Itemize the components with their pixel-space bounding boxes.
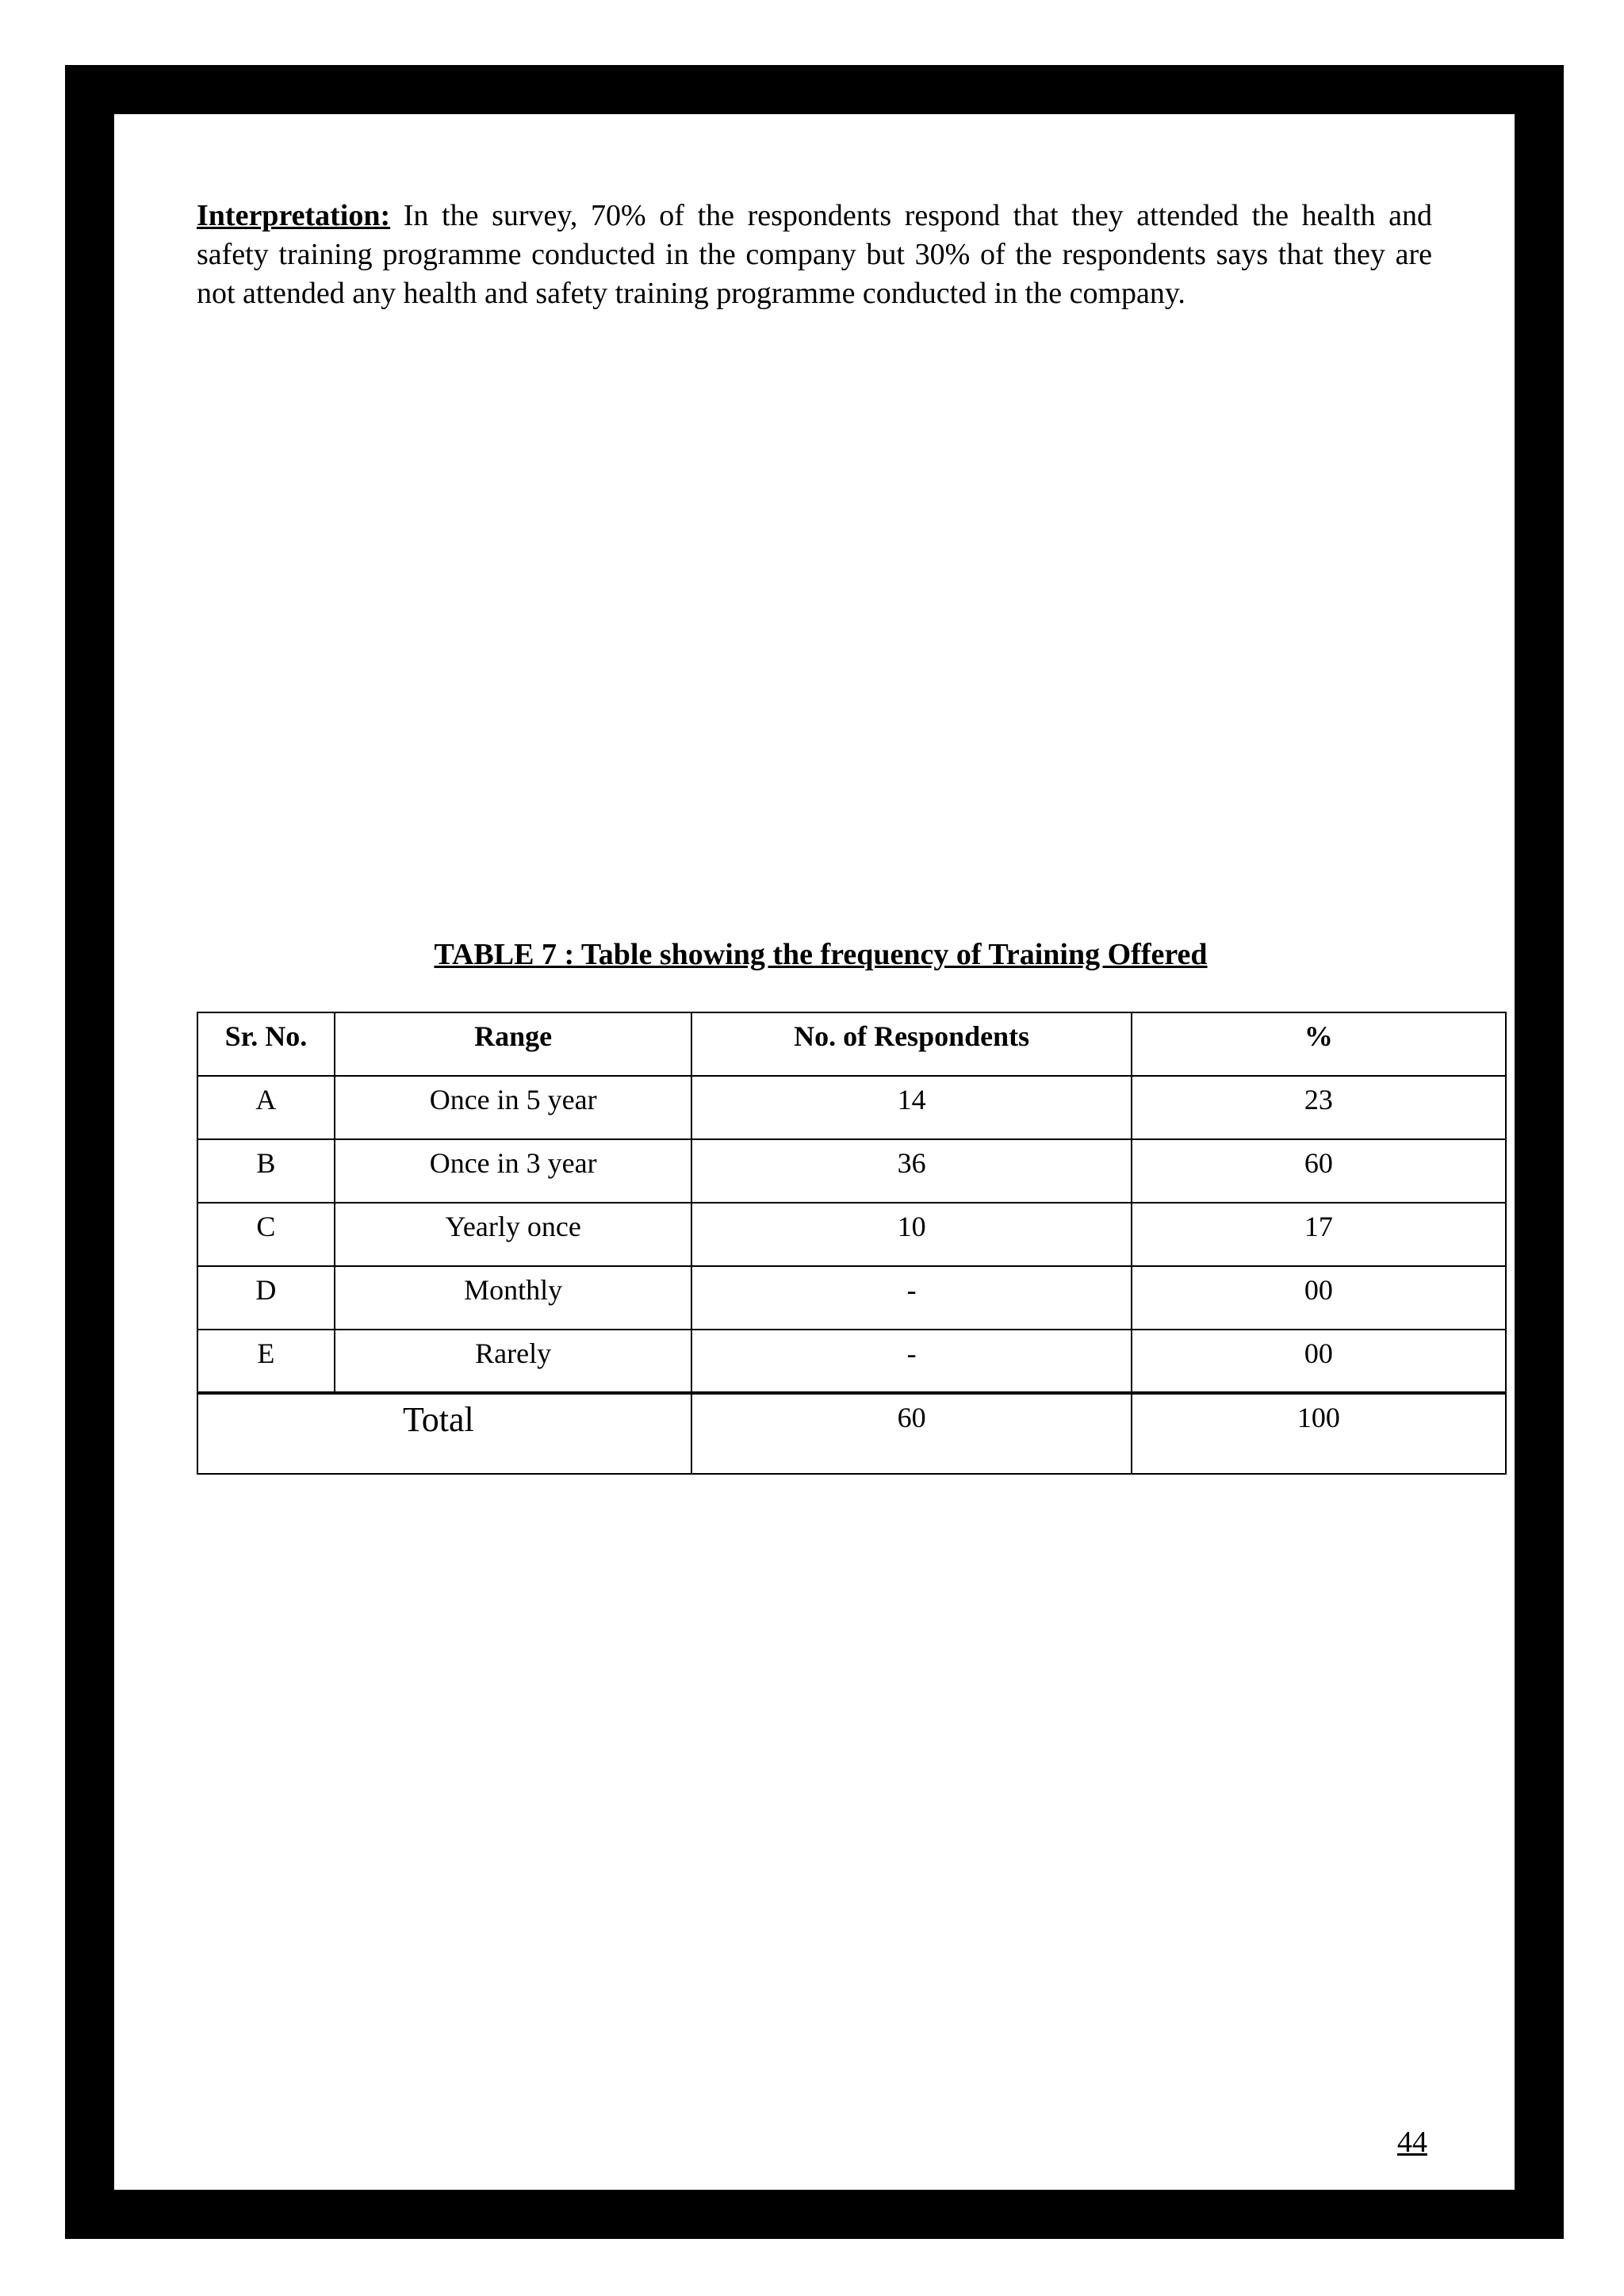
cell-percent: 00 xyxy=(1132,1266,1506,1330)
cell-respondents: - xyxy=(691,1266,1131,1330)
table-title: TABLE 7 : Table showing the frequency of Training Offered xyxy=(434,938,1208,971)
cell-respondents: 10 xyxy=(691,1203,1131,1266)
cell-range: Monthly xyxy=(335,1266,692,1330)
total-respondents: 60 xyxy=(691,1393,1131,1474)
cell-sr-no: B xyxy=(197,1139,335,1203)
cell-range: Once in 3 year xyxy=(335,1139,692,1203)
cell-percent: 17 xyxy=(1132,1203,1506,1266)
cell-percent: 23 xyxy=(1132,1076,1506,1139)
table-row xyxy=(197,1266,1506,1330)
table-header-row xyxy=(197,1012,1506,1076)
interpretation-label: Interpretation: xyxy=(197,199,391,232)
cell-range: Rarely xyxy=(335,1330,692,1393)
cell-sr-no: A xyxy=(197,1076,335,1139)
interpretation-paragraph xyxy=(197,197,1432,313)
table-row xyxy=(197,1139,1506,1203)
cell-percent: 00 xyxy=(1132,1330,1506,1393)
interpretation-text: In the survey, 70% of the respondents respond that they attended the health and safety training programme conducted in the company but 30% of the respondents says that they are not attended any health and safety training programme conducted in the company. xyxy=(197,199,1432,310)
frequency-table xyxy=(197,1012,1507,1475)
total-percent: 100 xyxy=(1132,1393,1506,1474)
header-percent: % xyxy=(1132,1012,1506,1076)
total-label: Total xyxy=(197,1393,691,1474)
cell-respondents: - xyxy=(691,1330,1131,1393)
cell-respondents: 36 xyxy=(691,1139,1131,1203)
cell-respondents: 14 xyxy=(691,1076,1131,1139)
page-number: 44 xyxy=(1397,2126,1427,2159)
table-row xyxy=(197,1076,1506,1139)
header-respondents: No. of Respondents xyxy=(691,1012,1131,1076)
header-sr-no: Sr. No. xyxy=(197,1012,335,1076)
table-row xyxy=(197,1203,1506,1266)
cell-range: Once in 5 year xyxy=(335,1076,692,1139)
cell-range: Yearly once xyxy=(335,1203,692,1266)
cell-sr-no: D xyxy=(197,1266,335,1330)
cell-sr-no: C xyxy=(197,1203,335,1266)
table-total-row xyxy=(197,1393,1506,1474)
table-row xyxy=(197,1330,1506,1393)
cell-sr-no: E xyxy=(197,1330,335,1393)
cell-percent: 60 xyxy=(1132,1139,1506,1203)
header-range: Range xyxy=(335,1012,692,1076)
